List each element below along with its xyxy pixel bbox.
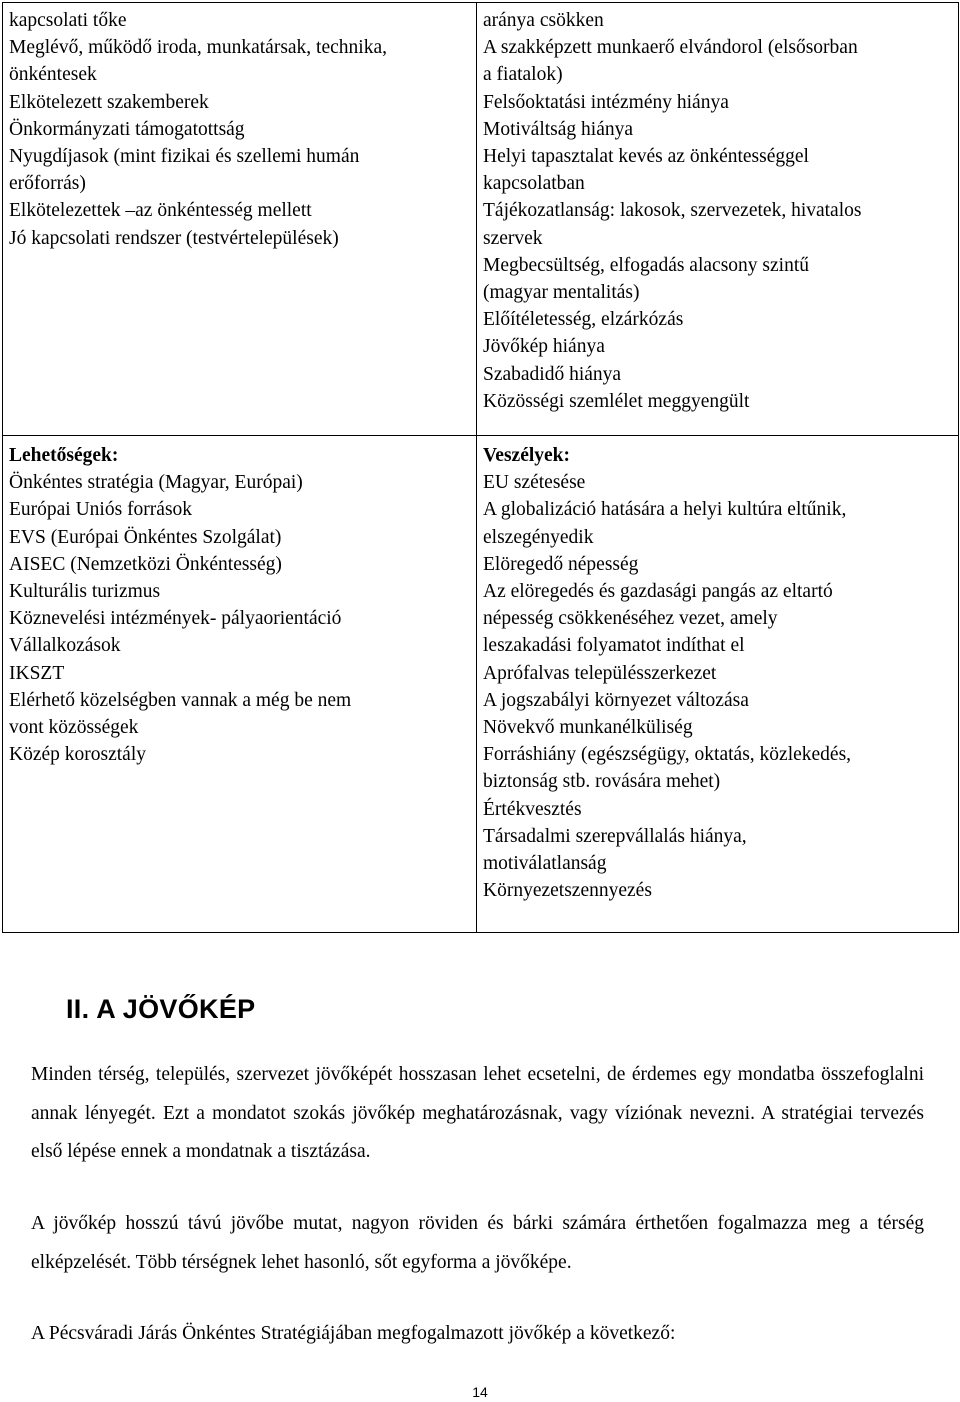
- threat-line: Forráshiány (egészségügy, oktatás, közlekedés,: [483, 744, 852, 766]
- paragraph: A Pécsváradi Járás Önkéntes Stratégiájában megfogalmazott jövőkép a következő:: [31, 1323, 676, 1344]
- threat-line: Társadalmi szerepvállalás hiánya,: [483, 825, 747, 847]
- threat-line: Környezetszennyezés: [483, 880, 652, 902]
- threats-heading: Veszélyek:: [483, 445, 571, 466]
- threat-line: elszegényedik: [483, 526, 594, 548]
- threat-line: motiválatlanság: [483, 853, 607, 875]
- strength-line: kapcsolati tőke: [9, 10, 127, 31]
- threat-line: EU szétesése: [483, 472, 586, 494]
- strength-line: Elkötelezett szakemberek: [9, 91, 209, 113]
- opportunities-heading: Lehetőségek:: [9, 445, 119, 466]
- weakness-line: Szabadidő hiánya: [483, 363, 622, 385]
- opportunity-line: Közép korosztály: [9, 744, 146, 766]
- threat-line: leszakadási folyamatot indíthat el: [483, 635, 745, 657]
- strength-line: Jó kapcsolati rendszer (testvértelepülések): [9, 227, 339, 249]
- weakness-line: (magyar mentalitás): [483, 282, 640, 304]
- weakness-line: Motiváltság hiánya: [483, 118, 634, 140]
- weaknesses-cell: [477, 3, 959, 436]
- weakness-line: a fiatalok): [483, 64, 563, 86]
- threat-line: A jogszabályi környezet változása: [483, 689, 749, 711]
- threat-line: népesség csökkenéséhez vezet, amely: [483, 608, 778, 630]
- chapter-title: II. A JÖVŐKÉP: [66, 994, 256, 1024]
- strength-line: Elkötelezettek –az önkéntesség mellett: [9, 200, 312, 222]
- strength-line: erőforrás): [9, 173, 86, 195]
- strength-line: önkéntesek: [9, 64, 97, 86]
- weakness-line: Felsőoktatási intézmény hiánya: [483, 91, 729, 113]
- opportunity-line: Európai Uniós források: [9, 499, 193, 521]
- weakness-line: kapcsolatban: [483, 173, 585, 195]
- weakness-line: Előítéletesség, elzárkózás: [483, 309, 684, 331]
- strength-line: Meglévő, működő iroda, munkatársak, technika,: [9, 37, 387, 59]
- weakness-line: Helyi tapasztalat kevés az önkéntességgel: [483, 146, 809, 168]
- opportunity-line: Önkéntes stratégia (Magyar, Európai): [9, 472, 303, 494]
- threat-line: A globalizáció hatására a helyi kultúra eltűnik,: [483, 499, 847, 521]
- weakness-line: aránya csökken: [483, 10, 604, 31]
- page-number: 14: [472, 1384, 488, 1400]
- weakness-line: A szakképzett munkaerő elvándorol (elsősorban: [483, 37, 858, 59]
- threat-line: Az elöregedés és gazdasági pangás az eltartó: [483, 581, 833, 603]
- opportunity-line: IKSZT: [9, 662, 65, 684]
- weakness-line: Tájékozatlanság: lakosok, szervezetek, hivatalos: [483, 200, 862, 222]
- strengths-cell: [3, 3, 477, 436]
- strength-line: Nyugdíjasok (mint fizikai és szellemi humán: [9, 146, 360, 168]
- threat-line: Növekvő munkanélküliség: [483, 717, 693, 739]
- threat-line: Elöregedő népesség: [483, 553, 639, 575]
- paragraph: A jövőkép hosszú távú jövőbe mutat, nagyon röviden és bárki számára érthetően fogalmazza meg a térség elképzelését. Több térségnek lehet hasonló, sőt egyforma a jövőképe.: [31, 1213, 924, 1273]
- threat-line: Aprófalvas településszerkezet: [483, 662, 717, 684]
- swot-table: [2, 2, 959, 933]
- weakness-line: Jövőkép hiánya: [483, 336, 605, 358]
- threat-line: Értékvesztés: [483, 798, 582, 820]
- opportunity-line: Vállalkozások: [9, 635, 121, 657]
- opportunity-line: Köznevelési intézmények- pályaorientáció: [9, 608, 342, 630]
- opportunity-line: vont közösségek: [9, 717, 139, 739]
- weakness-line: Közösségi szemlélet meggyengült: [483, 390, 750, 412]
- opportunity-line: Elérhető közelségben vannak a még be nem: [9, 689, 352, 711]
- opportunity-line: Kulturális turizmus: [9, 581, 161, 603]
- threats-cell: [477, 436, 959, 933]
- paragraph: Minden térség, település, szervezet jövőképét hosszasan lehet ecsetelni, de érdemes egy mondatba összefoglalni annak lényegét. Ezt a mondatot szokás jövőkép meghatározásnak, vagy víziónak nevezni. A stratégiai tervezés első lépése ennek a mondatnak a tisztázása.: [31, 1064, 924, 1162]
- strength-line: Önkormányzati támogatottság: [9, 118, 245, 140]
- opportunities-cell: [3, 436, 477, 933]
- weakness-line: Megbecsültség, elfogadás alacsony szintű: [483, 254, 809, 276]
- opportunity-line: AISEC (Nemzetközi Önkéntesség): [9, 553, 282, 575]
- threat-line: biztonság stb. rovására mehet): [483, 771, 721, 793]
- weakness-line: szervek: [483, 227, 543, 249]
- opportunity-line: EVS (Európai Önkéntes Szolgálat): [9, 526, 282, 548]
